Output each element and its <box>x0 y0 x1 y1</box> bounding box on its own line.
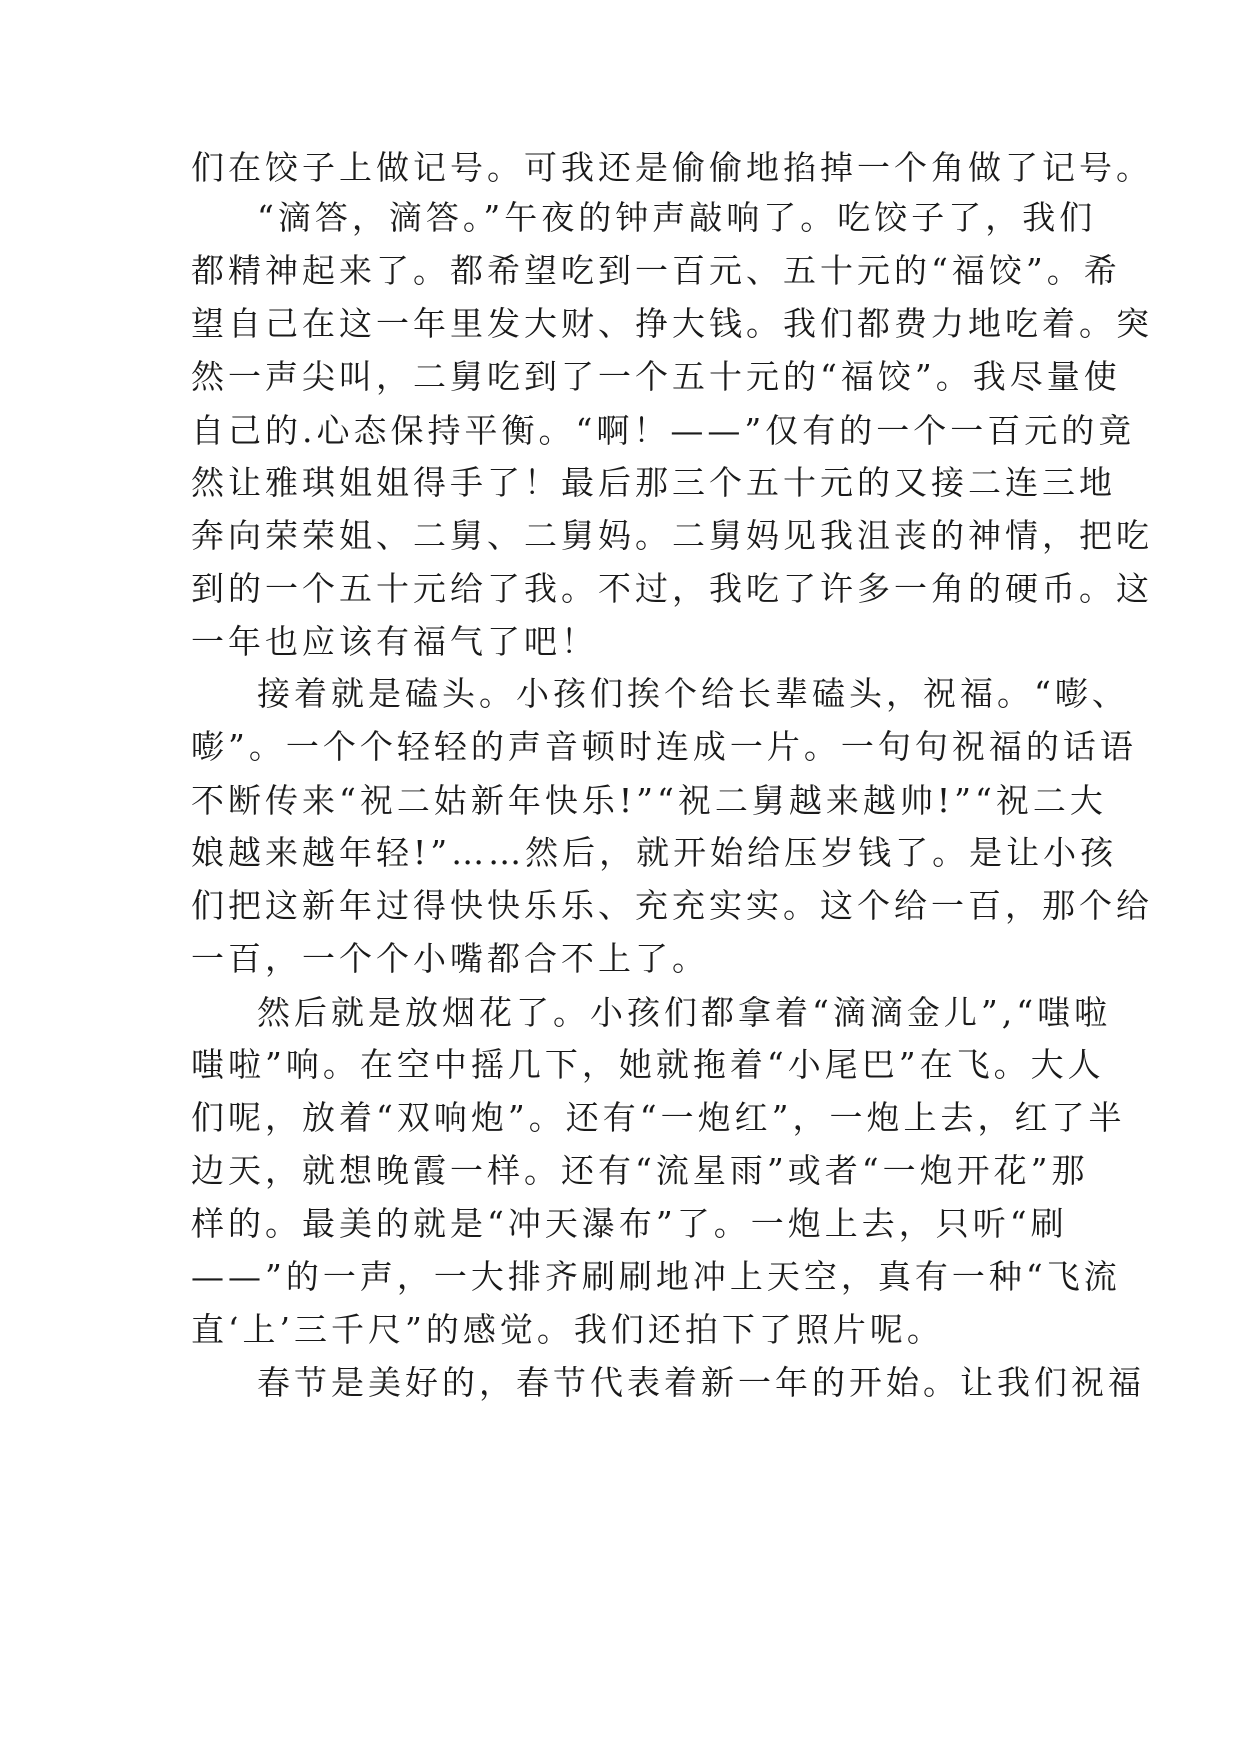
text-line: 一年也应该有福气了吧！ <box>191 622 598 661</box>
text-line: 然一声尖叫，二舅吃到了一个五十元的“福饺”。我尽量使 <box>191 357 1121 396</box>
text-line: 都精神起来了。都希望吃到一百元、五十元的“福饺”。希 <box>191 251 1121 290</box>
text-line: 一百，一个个小嘴都合不上了。 <box>191 939 709 978</box>
text-line: 接着就是磕头。小孩们挨个给长辈磕头，祝福。“嘭、 <box>257 674 1129 713</box>
text-line: 到的一个五十元给了我。不过，我吃了许多一角的硬币。这 <box>191 569 1153 608</box>
text-line: 奔向荣荣姐、二舅、二舅妈。二舅妈见我沮丧的神情，把吃 <box>191 516 1153 555</box>
text-line: 直‘上’三千尺”的感觉。我们还拍下了照片呢。 <box>191 1310 944 1349</box>
text-line: 样的。最美的就是“冲天瀑布”了。一炮上去，只听“刷 <box>191 1204 1068 1243</box>
text-line: 嘭”。一个个轻轻的声音顿时连成一片。一句句祝福的话语 <box>191 727 1137 766</box>
text-line: 然让雅琪姐姐得手了！最后那三个五十元的又接二连三地 <box>191 463 1116 502</box>
text-line: 嗤啦”响。在空中摇几下，她就拖着“小尾巴”在飞。大人 <box>191 1045 1105 1084</box>
text-line: 不断传来“祝二姑新年快乐!”“祝二舅越来越帅!”“祝二大 <box>191 781 1107 820</box>
text-line: 自己的.心态保持平衡。“啊！——”仅有的一个一百元的竟 <box>191 411 1136 450</box>
text-line: 春节是美好的，春节代表着新一年的开始。让我们祝福 <box>257 1363 1145 1402</box>
text-line: ——”的一声，一大排齐刷刷地冲上天空，真有一种“飞流 <box>191 1257 1121 1296</box>
text-line: 们呢，放着“双响炮”。还有“一炮红”，一炮上去，红了半 <box>191 1098 1126 1137</box>
text-line: 望自己在这一年里发大财、挣大钱。我们都费力地吃着。突 <box>191 304 1153 343</box>
text-line: 边天，就想晚霞一样。还有“流星雨”或者“一炮开花”那 <box>191 1151 1089 1190</box>
text-line: 们在饺子上做记号。可我还是偷偷地掐掉一个角做了记号。 <box>191 148 1153 187</box>
text-line: “滴答，滴答。”午夜的钟声敲响了。吃饺子了，我们 <box>257 198 1097 237</box>
text-line: 们把这新年过得快快乐乐、充充实实。这个给一百，那个给 <box>191 886 1153 925</box>
text-line: 娘越来越年轻!”……然后，就开始给压岁钱了。是让小孩 <box>191 833 1118 872</box>
text-line: 然后就是放烟花了。小孩们都拿着“滴滴金儿”,“嗤啦 <box>257 993 1112 1032</box>
